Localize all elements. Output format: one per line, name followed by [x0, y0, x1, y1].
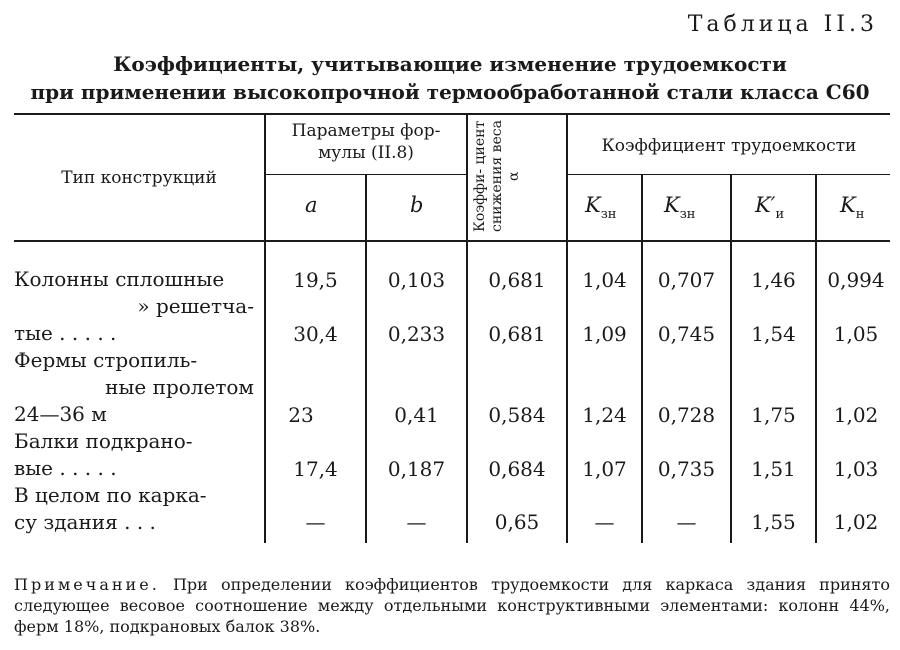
cell-k-n: 0,994: [827, 268, 885, 292]
cell-a: 17,4: [293, 457, 338, 481]
column-divider: [641, 174, 643, 543]
header-bottom-rule: [14, 240, 890, 242]
cell-b: —: [406, 510, 427, 534]
header-k-zn-2: $K_{зн}$: [664, 193, 696, 222]
table-number: Таблица II.3: [687, 12, 878, 37]
cell-k-n: 1,02: [833, 510, 879, 534]
cell-k-zn-2: 0,745: [657, 322, 716, 346]
cell-k-zn-1: 1,04: [582, 268, 627, 292]
column-divider: [365, 174, 367, 543]
column-divider: [730, 174, 732, 543]
header-param-a: a: [305, 193, 318, 217]
cell-b: 0,233: [387, 322, 446, 346]
row-label-crane-beams: Балки подкрано- вые . . . . .: [14, 429, 193, 480]
labor-subheader-rule: [566, 174, 890, 175]
cell-b: 0,41: [394, 403, 439, 427]
cell-b: 0,187: [387, 457, 446, 481]
cell-a: 19,5: [293, 268, 338, 292]
row-label-whole-frame: В целом по карка- су здания . . .: [14, 483, 207, 534]
header-type-of-construction: Тип конструкций: [61, 168, 217, 188]
cell-alpha: 0,584: [488, 403, 546, 427]
table-note: [14, 574, 890, 637]
note-text: При определении коэффициентов трудоемкости для каркаса здания принято следующее весовое соотношение между отдельными конструктивными элементами: колонн 44%, ферм 18%, подкрановых балок 38%.: [14, 575, 890, 636]
cell-a: 30,4: [293, 322, 338, 346]
cell-k-zn-2: 0,728: [657, 403, 716, 427]
header-param-b: b: [410, 193, 424, 217]
cell-k-zn-2: —: [676, 510, 697, 534]
header-params-group-line-1: Параметры фор-: [291, 121, 441, 141]
header-k-zn-1: $K_{зн}$: [585, 193, 617, 222]
row-label-trusses: Фермы стропиль- ные пролетом 24—36 м: [14, 348, 254, 426]
cell-k-zn-1: —: [594, 510, 615, 534]
cell-k-zn-1: 1,09: [582, 322, 627, 346]
cell-alpha: 0,65: [494, 510, 540, 534]
cell-k-i-prime: 1,51: [751, 457, 796, 481]
header-k-i-prime: $K'_и$: [755, 193, 785, 222]
cell-k-n: 1,02: [833, 403, 879, 427]
cell-a: 23: [288, 403, 314, 427]
cell-k-zn-2: 0,707: [657, 268, 716, 292]
cell-alpha: 0,681: [488, 322, 546, 346]
header-k-n: $K_н$: [840, 193, 865, 222]
cell-alpha: 0,684: [488, 457, 546, 481]
cell-k-zn-2: 0,735: [657, 457, 716, 481]
cell-k-i-prime: 1,75: [751, 403, 796, 427]
column-divider: [815, 174, 817, 543]
header-labor-coefficient-group: Коэффициент трудоемкости: [601, 136, 857, 156]
cell-k-i-prime: 1,54: [751, 322, 796, 346]
cell-b: 0,103: [387, 268, 446, 292]
cell-k-zn-1: 1,24: [582, 403, 627, 427]
cell-k-i-prime: 1,55: [751, 510, 796, 534]
cell-k-n: 1,03: [833, 457, 879, 481]
row-label-columns: Колонны сплошные » решетча- тые . . . . .: [14, 267, 254, 345]
cell-a: —: [305, 510, 326, 534]
table-caption-line-2: при применении высокопрочной термообработанной стали класса С60: [30, 80, 870, 104]
header-weight-reduction-coefficient: Коэффи- циент снижения веса α: [472, 120, 522, 232]
cell-k-zn-1: 1,07: [582, 457, 627, 481]
table-caption-line-1: Коэффициенты, учитывающие изменение трудоемкости: [113, 52, 787, 76]
table-top-rule: [14, 113, 890, 115]
cell-k-n: 1,05: [833, 322, 879, 346]
note-lead: Примечание.: [14, 575, 160, 594]
header-params-group-line-2: мулы (II.8): [318, 143, 414, 163]
cell-alpha: 0,681: [488, 268, 546, 292]
cell-k-i-prime: 1,46: [751, 268, 796, 292]
